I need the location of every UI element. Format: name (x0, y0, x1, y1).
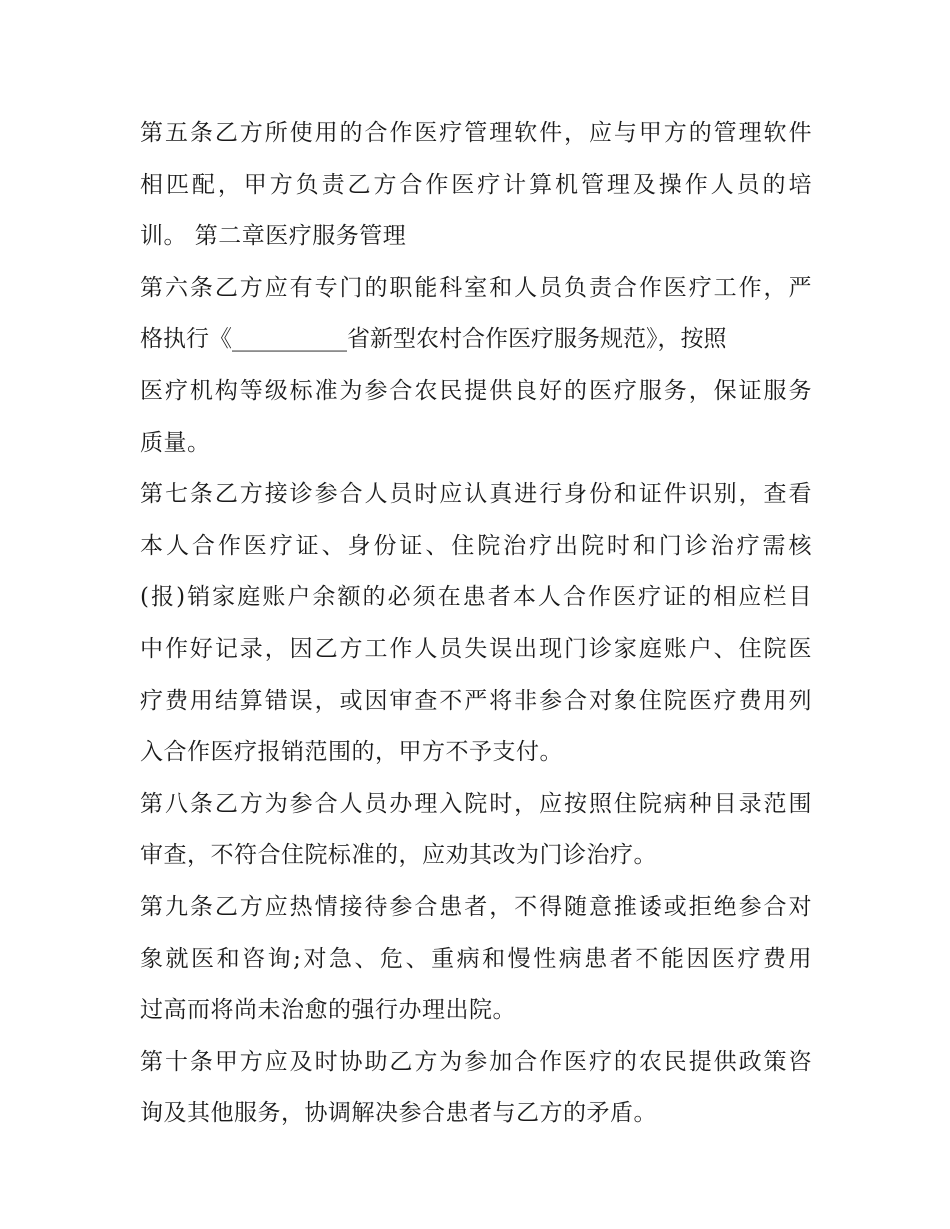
article-7-line-5: 疗费用结算错误，或因审查不严将非参合对象住院医疗费用列 (140, 687, 812, 714)
article-7-line-4: 中作好记录，因乙方工作人员失误出现门诊家庭账户、住院医 (140, 635, 812, 662)
article-7-line-1: 第七条乙方接诊参合人员时应认真进行身份和证件识别，查看 (140, 481, 812, 508)
article-9-line-2: 象就医和咨询;对急、危、重病和慢性病患者不能因医疗费用 (140, 945, 812, 972)
article-10-line-2: 询及其他服务，协调解决参合患者与乙方的矛盾。 (140, 1100, 657, 1127)
article-7-line-6: 入合作医疗报销范围的，甲方不予支付。 (140, 739, 563, 766)
article-6-line-1: 第六条乙方应有专门的职能科室和人员负责合作医疗工作，严 (140, 274, 812, 301)
article-8-line-1: 第八条乙方为参合人员办理入院时，应按照住院病种目录范围 (140, 790, 812, 817)
article-7-line-2: 本人合作医疗证、身份证、住院治疗出院时和门诊治疗需核 (140, 532, 812, 559)
article-5-line-2: 相匹配，甲方负责乙方合作医疗计算机管理及操作人员的培 (140, 171, 812, 198)
article-10-line-1: 第十条甲方应及时协助乙方为参加合作医疗的农民提供政策咨 (140, 1048, 812, 1075)
article-6-line-3: 医疗机构等级标准为参合农民提供良好的医疗服务，保证服务 (140, 377, 812, 404)
article-8-line-2: 审查，不符合住院标准的，应劝其改为门诊治疗。 (140, 842, 657, 869)
document-body (140, 108, 812, 1140)
article-6-line-4: 质量。 (140, 429, 211, 456)
article-5-line-1: 第五条乙方所使用的合作医疗管理软件，应与甲方的管理软件 (140, 120, 812, 146)
article-9-line-1: 第九条乙方应热情接待参合患者，不得随意推诿或拒绝参合对 (140, 893, 812, 920)
chapter-2-heading-line: 训。 第二章医疗服务管理 (140, 223, 407, 250)
article-6-line-2: 格执行《__________省新型农村合作医疗服务规范》，按照 (140, 326, 727, 353)
article-7-line-3: (报)销家庭账户余额的必须在患者本人合作医疗证的相应栏目 (140, 584, 812, 611)
article-9-line-3: 过高而将尚未治愈的强行办理出院。 (140, 997, 516, 1024)
